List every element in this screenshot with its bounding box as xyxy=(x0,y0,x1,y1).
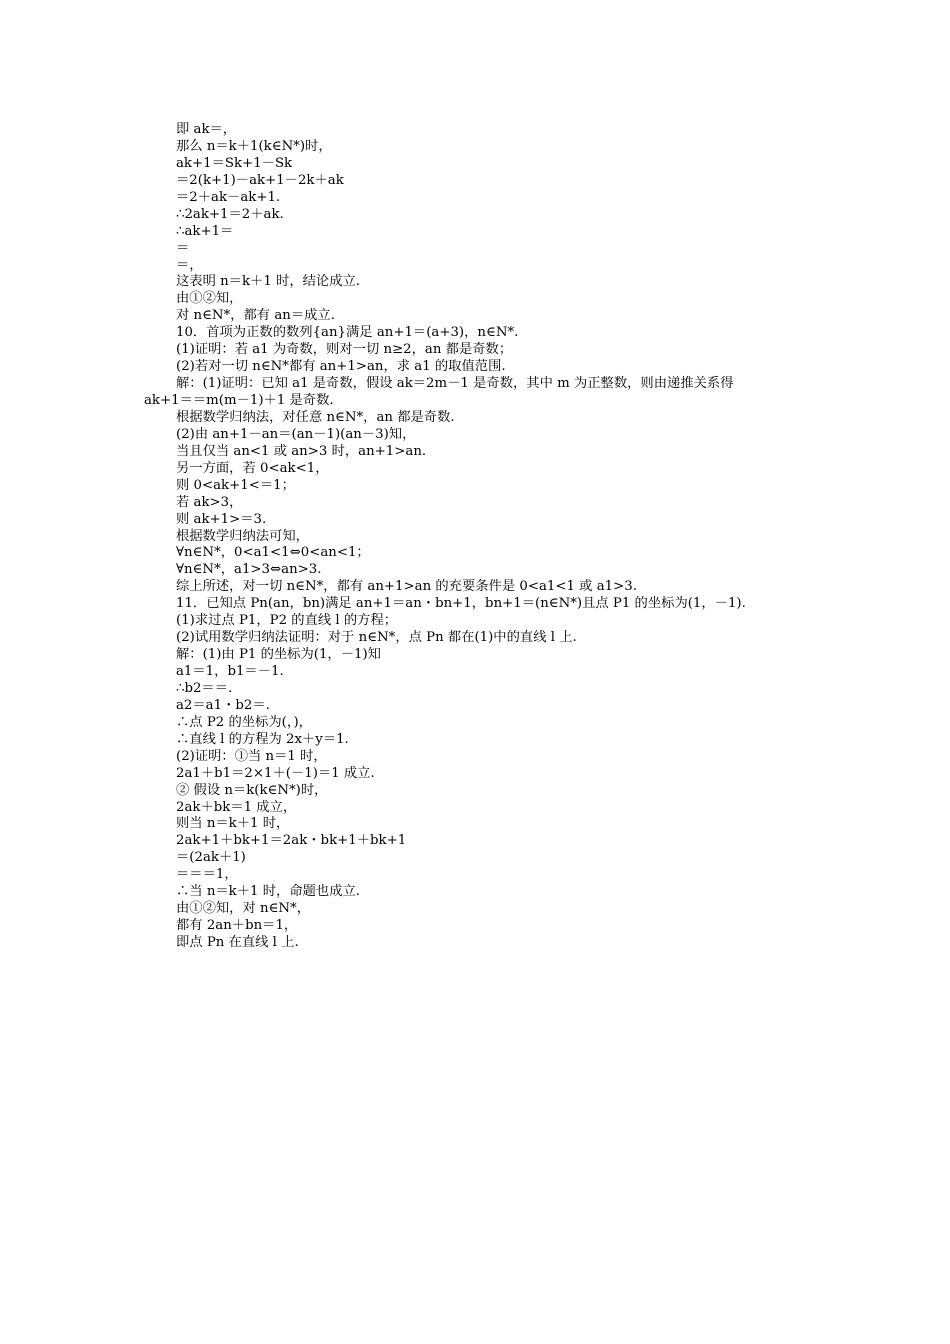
text-line: a1＝1，b1＝－1. xyxy=(176,664,284,679)
text-line: (2)若对一切 n∈N*都有 an+1>an，求 a1 的取值范围. xyxy=(176,359,506,375)
text-line: 解：(1)由 P1 的坐标为(1，－1)知 xyxy=(176,647,381,663)
text-line: 2ak+1＋bk+1＝2ak・bk+1＋bk+1 xyxy=(176,833,407,849)
text-line: 2ak＋bk＝1 成立， xyxy=(176,799,297,815)
problem-10-statement: 10．首项为正数的数列{an}满足 an+1＝(a+3)，n∈N*. xyxy=(176,325,519,341)
text-line: ＝ xyxy=(176,240,190,256)
text-line: 另一方面，若 0<ak<1， xyxy=(176,460,329,476)
text-line: 即点 Pn 在直线 l 上. xyxy=(176,935,299,950)
problem-11-statement: 11．已知点 Pn(an，bn)满足 an+1＝an・bn+1，bn+1＝(n∈N*)且点 P1 的坐标为(1，－1). xyxy=(176,596,746,612)
text-line: a2＝a1・b2＝. xyxy=(176,697,270,713)
text-line: (1)求过点 P1，P2 的直线 l 的方程； xyxy=(176,613,398,629)
text-line: 即 ak＝， xyxy=(176,122,237,137)
text-line: (2)由 an+1－an＝(an－1)(an－3)知， xyxy=(176,426,416,442)
text-line: ∴直线 l 的方程为 2x＋y＝1. xyxy=(176,731,349,747)
text-line: ∴当 n＝k＋1 时，命题也成立. xyxy=(176,884,361,900)
text-line: ② 假设 n＝k(k∈N*)时， xyxy=(176,782,328,798)
text-line: 由①②知，对 n∈N*， xyxy=(176,901,310,917)
text-line: ＝2＋ak－ak+1. xyxy=(176,189,281,205)
text-line: 则当 n＝k＋1 时， xyxy=(176,816,290,832)
text-line: ∴b2＝＝. xyxy=(176,680,233,696)
text-line: ＝(2ak＋1) xyxy=(176,850,246,866)
text-line: 那么 n＝k＋1(k∈N*)时， xyxy=(176,138,332,154)
text-line: 则 ak+1>＝3. xyxy=(176,511,267,527)
text-line: 当且仅当 an<1 或 an>3 时，an+1>an. xyxy=(176,443,427,459)
text-line: (1)证明：若 a1 为奇数，则对一切 n≥2，an 都是奇数； xyxy=(176,342,513,358)
text-line: (2)证明：①当 n＝1 时， xyxy=(176,748,327,764)
text-line: 这表明 n＝k＋1 时，结论成立. xyxy=(176,274,361,290)
text-line: ＝， xyxy=(176,257,203,273)
text-line: ∴2ak+1＝2＋ak. xyxy=(176,206,284,222)
text-line: 则 0<ak+1<＝1； xyxy=(176,477,295,493)
text-line: 综上所述，对一切 n∈N*，都有 an+1>an 的充要条件是 0<a1<1 或 a1>3. xyxy=(176,579,637,595)
text-line: ∀n∈N*，a1>3⇔an>3. xyxy=(176,562,322,578)
solution-text xyxy=(144,122,836,952)
text-line: 解：(1)证明：已知 a1 是奇数，假设 ak＝2m－1 是奇数，其中 m 为正整数，则由递推关系得 xyxy=(176,376,734,392)
text-line: ∀n∈N*，0<a1<1⇔0<an<1； xyxy=(176,545,370,561)
text-line: 根据数学归纳法可知， xyxy=(176,528,309,544)
text-line: 2a1＋b1＝2×1＋(－1)＝1 成立. xyxy=(176,765,375,781)
text-line: ＝＝＝1， xyxy=(176,867,238,883)
text-line: 都有 2an＋bn＝1， xyxy=(176,918,298,934)
text-line: ∴点 P2 的坐标为(，)， xyxy=(176,714,312,730)
text-line: 由①②知， xyxy=(176,291,243,307)
text-line: 根据数学归纳法，对任意 n∈N*，an 都是奇数. xyxy=(176,409,455,425)
text-line: ak+1＝Sk+1－Sk xyxy=(176,155,293,171)
text-line: ＝2(k+1)－ak+1－2k＋ak xyxy=(176,172,344,188)
text-line: (2)试用数学归纳法证明：对于 n∈N*，点 Pn 都在(1)中的直线 l 上. xyxy=(176,630,577,646)
text-line: ak+1＝＝m(m－1)＋1 是奇数. xyxy=(144,393,334,408)
text-line: 若 ak>3， xyxy=(176,494,243,510)
text-line: 对 n∈N*，都有 an＝成立. xyxy=(176,308,335,324)
text-line: ∴ak+1＝ xyxy=(176,223,234,239)
